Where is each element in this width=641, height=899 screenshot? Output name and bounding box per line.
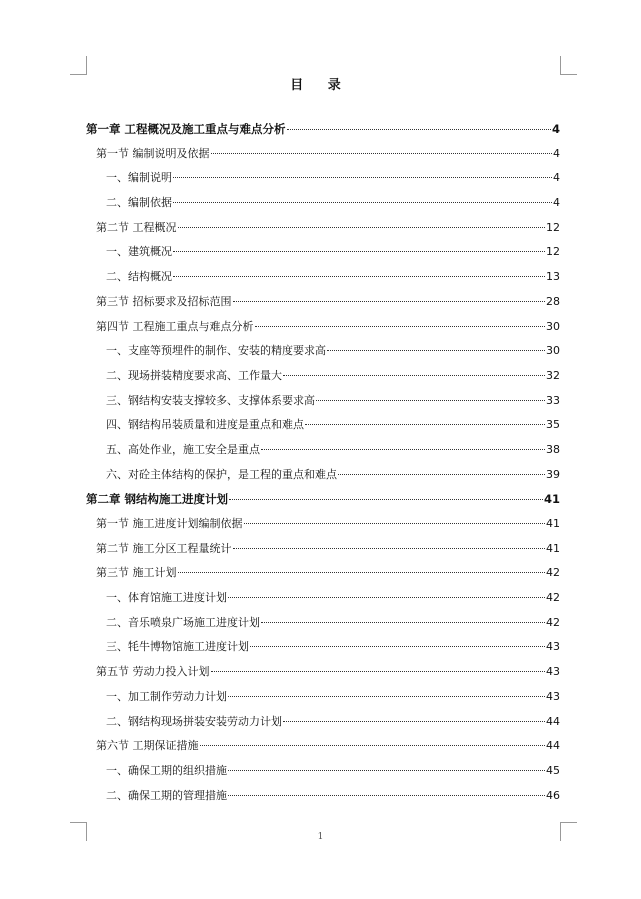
dot-leader xyxy=(229,499,543,500)
toc-entry[interactable] xyxy=(86,142,560,167)
toc-entry-page: 45 xyxy=(546,763,560,777)
toc-entry[interactable] xyxy=(86,734,560,759)
dot-leader xyxy=(173,202,552,203)
dot-leader xyxy=(283,375,545,376)
dot-leader xyxy=(178,227,546,228)
dot-leader xyxy=(287,129,551,130)
toc-entry-page: 35 xyxy=(546,418,560,432)
toc-entry-text: 一、确保工期的组织措施 xyxy=(106,763,227,777)
toc-entry-page: 32 xyxy=(546,368,560,382)
toc-entry-text: 第四节 工程施工重点与难点分析 xyxy=(96,319,254,333)
toc-entry-page: 30 xyxy=(546,344,560,358)
dot-leader xyxy=(228,696,545,697)
toc-entry-text: 三、牦牛博物馆施工进度计划 xyxy=(106,640,249,654)
dot-leader xyxy=(173,276,545,277)
dot-leader xyxy=(233,548,546,549)
toc-entry[interactable] xyxy=(86,759,560,784)
toc-entry-page: 38 xyxy=(546,442,560,456)
toc-entry[interactable] xyxy=(86,463,560,488)
toc-entry[interactable] xyxy=(86,315,560,340)
toc-entry-text: 二、结构概况 xyxy=(106,270,172,284)
toc-entry[interactable] xyxy=(86,265,560,290)
dot-leader xyxy=(255,326,546,327)
toc-entry-text: 二、现场拼装精度要求高、工作量大 xyxy=(106,368,282,382)
toc-entry[interactable] xyxy=(86,537,560,562)
dot-leader xyxy=(316,400,545,401)
toc-entry[interactable] xyxy=(86,240,560,265)
toc-entry-page: 41 xyxy=(546,541,560,555)
toc-entry-text: 第一节 编制说明及依据 xyxy=(96,146,210,160)
dot-leader xyxy=(228,597,545,598)
toc-entry[interactable] xyxy=(86,487,560,512)
toc-entry[interactable] xyxy=(86,364,560,389)
toc-entry-text: 二、音乐喷泉广场施工进度计划 xyxy=(106,615,260,629)
toc-entry-page: 42 xyxy=(546,591,560,605)
toc-entry-text: 二、确保工期的管理措施 xyxy=(106,788,227,802)
toc-entry-text: 第三节 施工计划 xyxy=(96,566,177,580)
toc-entry-page: 46 xyxy=(546,788,560,802)
toc-entry-page: 4 xyxy=(553,171,560,185)
toc-entry[interactable] xyxy=(86,290,560,315)
toc-entry[interactable] xyxy=(86,512,560,537)
toc-entry-text: 第一章 工程概况及施工重点与难点分析 xyxy=(86,122,286,136)
toc-entry[interactable] xyxy=(86,586,560,611)
dot-leader xyxy=(178,572,546,573)
toc-entry-page: 41 xyxy=(546,517,560,530)
toc-entry[interactable] xyxy=(86,784,560,809)
toc-entry-text: 一、体育馆施工进度计划 xyxy=(106,591,227,605)
toc-entry-text: 第二节 工程概况 xyxy=(96,220,177,234)
toc-entry-page: 42 xyxy=(546,615,560,629)
toc-entry-text: 第三节 招标要求及招标范围 xyxy=(96,294,232,308)
toc-entry-page: 39 xyxy=(546,467,560,481)
toc-entry-page: 12 xyxy=(546,245,560,259)
toc-entry-text: 二、钢结构现场拼装安装劳动力计划 xyxy=(106,714,282,728)
crop-mark-top-right xyxy=(560,56,577,75)
toc-entry-page: 44 xyxy=(546,714,560,728)
toc-title: 目 录 xyxy=(290,78,351,93)
toc-entry-text: 二、编制依据 xyxy=(106,196,172,210)
dot-leader xyxy=(233,301,546,302)
toc-entry-page: 43 xyxy=(546,689,560,703)
toc-entry[interactable] xyxy=(86,611,560,636)
dot-leader xyxy=(338,474,545,475)
table-of-contents xyxy=(86,117,560,808)
dot-leader xyxy=(261,449,545,450)
toc-entry-page: 4 xyxy=(553,196,560,210)
dot-leader xyxy=(305,424,545,425)
toc-entry[interactable] xyxy=(86,166,560,191)
toc-entry[interactable] xyxy=(86,339,560,364)
toc-entry[interactable] xyxy=(86,389,560,414)
toc-entry-text: 四、钢结构吊装质量和进度是重点和难点 xyxy=(106,418,304,432)
dot-leader xyxy=(228,795,545,796)
dot-leader xyxy=(283,721,545,722)
toc-entry-text: 一、建筑概况 xyxy=(106,245,172,259)
dot-leader xyxy=(200,745,546,746)
toc-entry[interactable] xyxy=(86,561,560,586)
toc-entry[interactable] xyxy=(86,710,560,735)
toc-entry-page: 4 xyxy=(553,146,560,160)
toc-entry-page: 12 xyxy=(546,220,560,234)
toc-entry[interactable] xyxy=(86,685,560,710)
toc-entry-page: 33 xyxy=(546,393,560,407)
toc-entry-text: 第六节 工期保证措施 xyxy=(96,739,199,753)
dot-leader xyxy=(211,671,546,672)
toc-entry-page: 44 xyxy=(546,739,560,753)
dot-leader xyxy=(173,177,552,178)
toc-entry[interactable] xyxy=(86,216,560,241)
toc-entry-text: 一、编制说明 xyxy=(106,171,172,185)
dot-leader xyxy=(211,153,553,154)
toc-entry-page: 28 xyxy=(546,294,560,308)
dot-leader xyxy=(173,251,545,252)
dot-leader xyxy=(327,350,545,351)
toc-entry-text: 一、支座等预埋件的制作、安装的精度要求高 xyxy=(106,344,326,358)
toc-entry[interactable] xyxy=(86,413,560,438)
toc-entry[interactable] xyxy=(86,635,560,660)
toc-entry[interactable] xyxy=(86,438,560,463)
toc-entry-page: 41 xyxy=(543,492,560,507)
toc-entry-text: 第一节 施工进度计划编制依据 xyxy=(96,517,243,530)
toc-entry-text: 第五节 劳动力投入计划 xyxy=(96,665,210,679)
dot-leader xyxy=(250,646,545,647)
toc-entry-text: 五、高处作业，施工安全是重点 xyxy=(106,442,260,456)
toc-entry-page: 13 xyxy=(546,270,560,284)
toc-entry[interactable] xyxy=(86,117,560,142)
toc-entry-text: 三、钢结构安装支撑较多、支撑体系要求高 xyxy=(106,393,315,407)
toc-entry-text: 第二节 施工分区工程量统计 xyxy=(96,541,232,555)
dot-leader xyxy=(244,523,546,524)
toc-entry-page: 30 xyxy=(546,319,560,333)
toc-entry-text: 六、对砼主体结构的保护，是工程的重点和难点 xyxy=(106,467,337,481)
dot-leader xyxy=(261,622,545,623)
toc-entry-text: 第二章 钢结构施工进度计划 xyxy=(86,492,229,507)
crop-mark-top-left xyxy=(70,56,87,75)
toc-entry[interactable] xyxy=(86,191,560,216)
toc-entry-page: 43 xyxy=(546,640,560,654)
toc-entry-page: 4 xyxy=(551,122,560,136)
page-number: 1 xyxy=(317,832,324,842)
toc-entry-page: 42 xyxy=(546,566,560,580)
toc-entry-page: 43 xyxy=(546,665,560,679)
dot-leader xyxy=(228,770,545,771)
toc-entry-text: 一、加工制作劳动力计划 xyxy=(106,689,227,703)
toc-entry[interactable] xyxy=(86,660,560,685)
